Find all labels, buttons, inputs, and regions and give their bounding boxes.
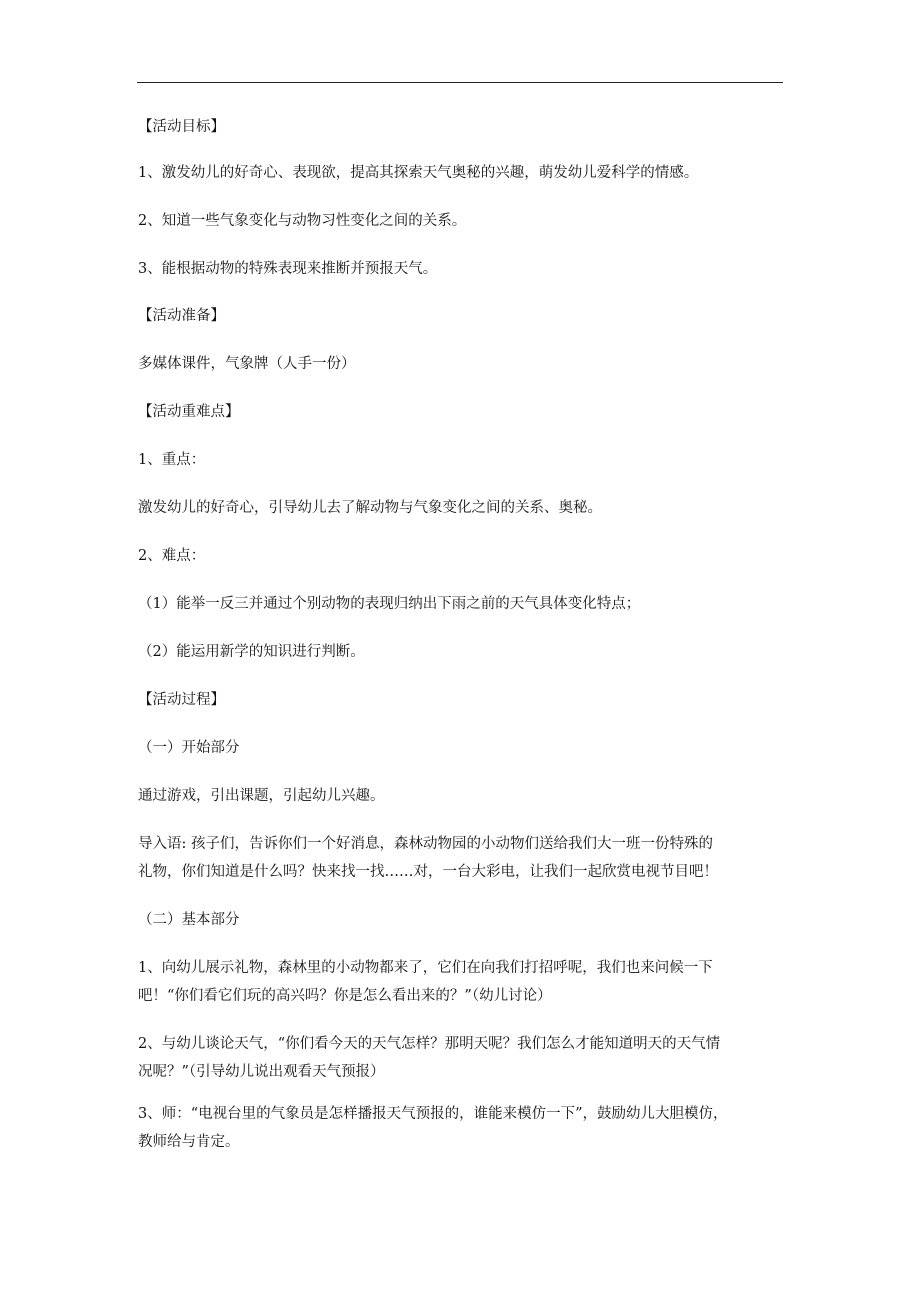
paragraph-line: 1、向幼儿展示礼物，森林里的小动物都来了，它们在向我们打招呼呢，我们也来问候一下	[138, 960, 713, 976]
paragraph: 激发幼儿的好奇心，引导幼儿去了解动物与气象变化之间的关系、奥秘。	[138, 500, 602, 516]
paragraph: 多媒体课件，气象牌（人手一份）	[138, 356, 356, 372]
paragraph: 1、重点：	[138, 452, 206, 468]
paragraph: （1）能举一反三并通过个别动物的表现归纳出下雨之前的天气具体变化特点；	[138, 596, 641, 612]
paragraph-line: 导入语: 孩子们，告诉你们一个好消息，森林动物园的小动物们送给我们大一班一份特殊的	[138, 836, 713, 852]
section-heading-key-points: 【活动重难点】	[138, 404, 240, 420]
paragraph-line: 教师给与肯定。	[138, 1134, 240, 1150]
paragraph	[138, 954, 784, 1010]
paragraph	[138, 830, 784, 886]
paragraph	[138, 1030, 784, 1086]
paragraph: （2）能运用新学的知识进行判断。	[138, 644, 365, 660]
paragraph-line: 礼物，你们知道是什么吗？快来找一找……对，一台大彩电，让我们一起欣赏电视节目吧！	[138, 864, 718, 880]
paragraph: 1、激发幼儿的好奇心、表现欲，提高其探索天气奥秘的兴趣，萌发幼儿爱科学的情感。	[138, 165, 699, 181]
paragraph: （二）基本部分	[138, 912, 240, 928]
paragraph: 通过游戏，引出课题，引起幼儿兴趣。	[138, 788, 385, 804]
section-heading-process: 【活动过程】	[138, 692, 225, 708]
paragraph: 3、能根据动物的特殊表现来推断并预报天气。	[138, 261, 438, 277]
paragraph-line: 况呢？”（引导幼儿说出观看天气预报）	[138, 1064, 385, 1080]
paragraph-line: 吧！“你们看它们玩的高兴吗？你是怎么看出来的？”（幼儿讨论）	[138, 988, 552, 1004]
paragraph: 2、难点：	[138, 548, 206, 564]
paragraph: （一）开始部分	[138, 740, 240, 756]
paragraph: 2、知道一些气象变化与动物习性变化之间的关系。	[138, 213, 467, 229]
section-heading-goals: 【活动目标】	[138, 119, 225, 135]
header-rule	[137, 82, 783, 83]
paragraph	[138, 1100, 784, 1156]
paragraph-line: 2、与幼儿谈论天气，“你们看今天的天气怎样？那明天呢？我们怎么才能知道明天的天气情	[138, 1036, 721, 1052]
paragraph-line: 3、师：“电视台里的气象员是怎样播报天气预报的，谁能来模仿一下”，鼓励幼儿大胆模仿，	[138, 1106, 728, 1122]
section-heading-preparation: 【活动准备】	[138, 308, 225, 324]
